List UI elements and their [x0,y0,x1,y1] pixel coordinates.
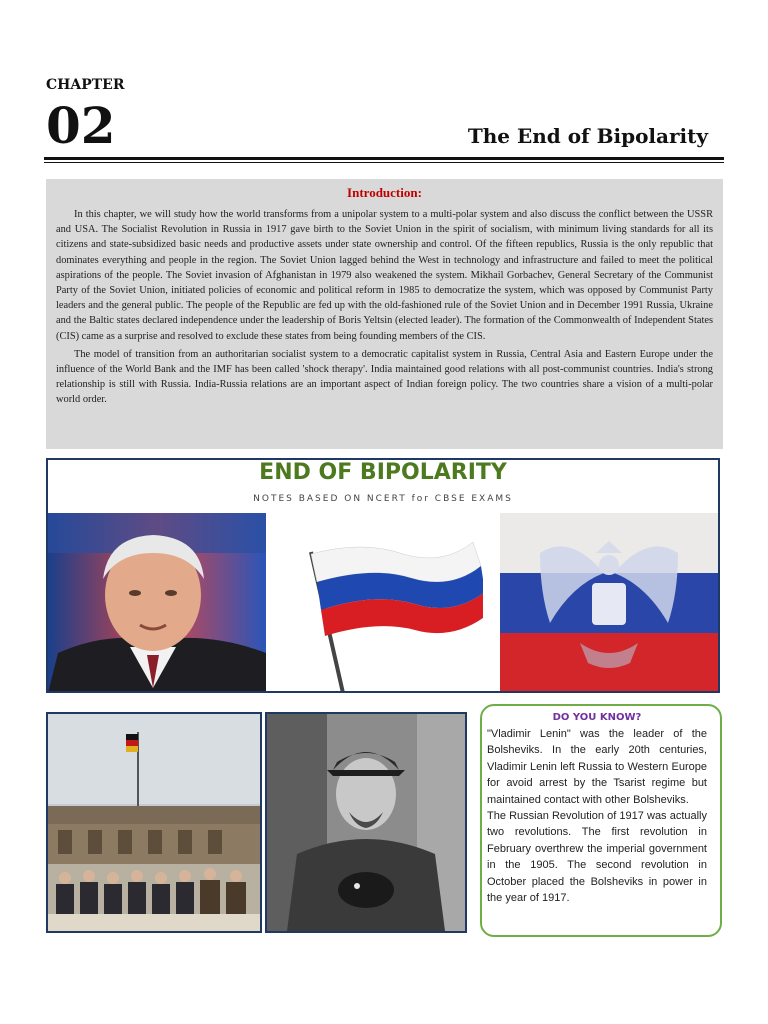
chapter-title: The End of Bipolarity [467,124,708,148]
did-you-know-box [480,704,722,937]
header-rule-thin [44,162,724,163]
chapter-label: CHAPTER [46,77,125,93]
introduction-paragraph-1: In this chapter, we will study how the world transforms from a unipolar system to a multi-polar system and also discuss the conflict between the USSR and USA. The Socialist Revolution in Russia in 1917 gave birth to the Soviet Union in the spirit of socialism, with minimum living standards for all its citizens and state-subsidized basic needs and productive assets under state ownership and control. Of the fifteen republics, Russia is the only republic that dominates everything and people in the region. The Soviet Union lagged behind the West in technology and infrastructure and failed to meet the political aspirations of the people. The Soviet invasion of Afghanistan in 1979 also weakened the system. Mikhail Gorbachev, General Secretary of the Communist Party of the Soviet Union, initiated policies of economic and political reform in 1985 to democratize the system, which was opposed by Communist Party leaders and the general public. The people of the Republic are fed up with the old-fashioned rule of the Soviet Union and in December 1991 Russia, Ukraine and the Baltic states declared independence under the leadership of Boris Yeltsin (elected leader). The formation of the Commonwealth of Independent States (CIS) came as a surprise and resolved to exclude these states from being founding members of the CIS. [56,209,713,342]
banner-subtitle: NOTES BASED ON NCERT for CBSE EXAMS [253,494,513,504]
did-you-know-paragraph-1: "Vladimir Lenin" was the leader of the Bolsheviks. In the early 20th centuries, Vladimir Lenin left Russia to Western Europe for avoid arrest by the Tsarist regime but maintained contact with other Bolsheviks. [487,728,707,806]
lenin-photo [265,712,467,933]
introduction-heading: Introduction: [347,185,422,200]
chapter-number: 02 [46,96,116,155]
russian-coat-of-arms-image [500,513,718,693]
yeltsin-portrait [48,513,266,693]
header-rule-thick [44,157,724,160]
introduction-paragraph-2: The model of transition from an authoritarian socialist system to a democratic capitalist system in Russia, Central Asia and Eastern Europe under the influence of the World Bank and the IMF has been called 'shock therapy'. India maintained good relations with all post-communist countries. India's strong relationship is still with Russia. India-Russia relations are an important aspect of Indian foreign policy. The two countries share a vision of a multi-polar world order. [56,348,713,406]
banner-title: END OF BIPOLARITY [259,460,507,485]
berlin-wall-photo [46,712,262,933]
russian-flag-image [303,530,483,693]
banner-image [46,458,720,693]
introduction-box [46,179,723,449]
did-you-know-heading: DO YOU KNOW? [552,712,642,723]
did-you-know-paragraph-2: The Russian Revolution of 1917 was actually two revolutions. The first revolution in February overthrew the imperial government in the 1905. The second revolution in October placed the Bolsheviks in power in the year of 1917. [487,810,707,905]
